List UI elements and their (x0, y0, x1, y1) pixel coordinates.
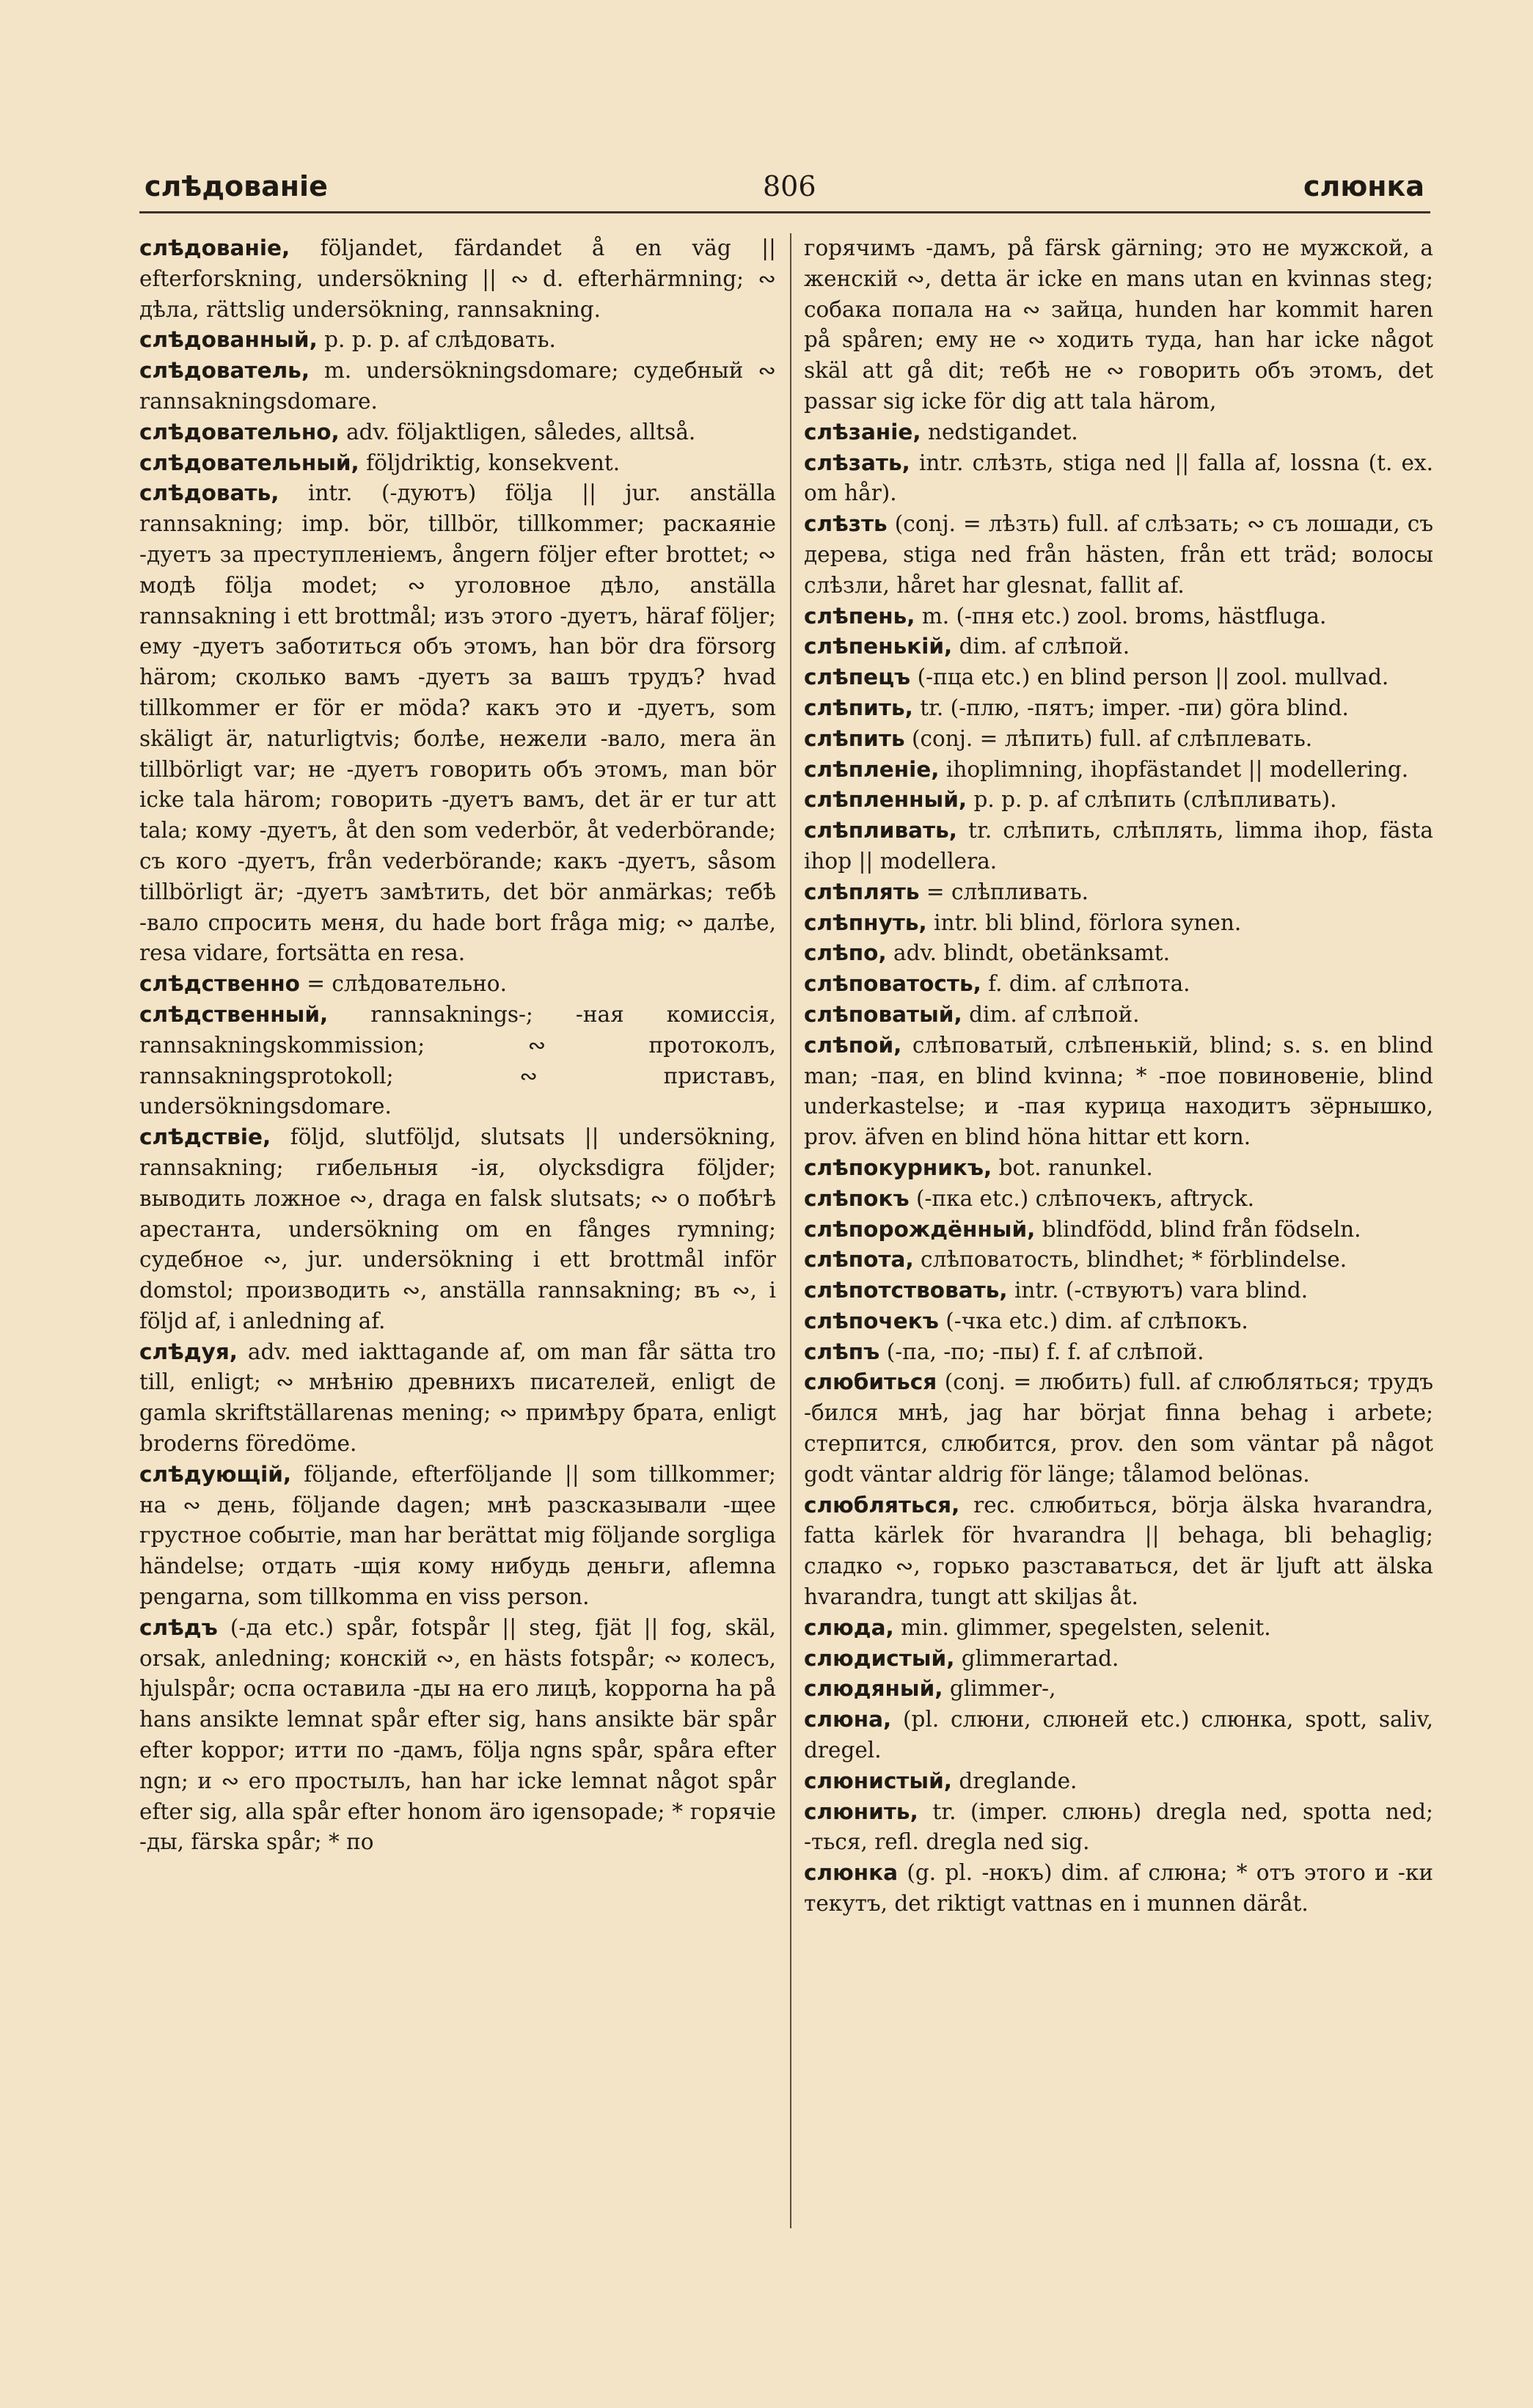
entry-definition: (conj. = лѣзть) full. af слѣзать; ∾ съ лошади, съ дерева, stiga ned från hästen, från ett träd; волосы слѣзли, håret har glesnat, fallit af. (804, 511, 1433, 598)
entry-headword: слѣпокъ (804, 1185, 910, 1211)
dictionary-entry (804, 1306, 1433, 1337)
dictionary-entry (804, 908, 1433, 939)
entry-headword: слѣпотствовать, (804, 1278, 1008, 1303)
entry-headword: слѣпо, (804, 940, 887, 966)
entry-definition: följd, slutföljd, slutsats || undersökning, rannsakning; гибельныя -ія, olycksdigra följder; выводить ложное ∾, draga en falsk slutsats; ∾ о побѣгѣ арестанта, undersökning om en fånges rymning; судебное ∾, jur. undersökning i ett brottmål inför domstol; производить ∾, anställa rannsakning; въ ∾, i följd af, i anledning af. (139, 1124, 776, 1333)
entry-headword: слюда, (804, 1614, 894, 1640)
entry-definition: tr. (-плю, -пятъ; imper. -пи) göra blind. (912, 695, 1349, 720)
entry-headword: слѣдованный, (139, 327, 318, 353)
entry-definition: p. p. p. af слѣдовать. (317, 327, 556, 353)
entry-headword: слѣдствіе, (139, 1124, 271, 1150)
entry-headword: слѣпочекъ (804, 1308, 939, 1333)
page-number: 806 (763, 170, 816, 202)
entry-definition: m. (-пня etc.) zool. broms, hästfluga. (915, 603, 1327, 629)
dictionary-entry (804, 1490, 1433, 1613)
dictionary-entry (804, 816, 1433, 877)
entry-headword: слѣдовательный, (139, 450, 359, 475)
dictionary-entry (804, 1337, 1433, 1368)
dictionary-entry (804, 969, 1433, 1000)
dictionary-entry (139, 1000, 776, 1122)
entry-headword: слюбиться (804, 1369, 937, 1395)
entry-headword: слѣдственно (139, 971, 300, 997)
entry-definition: min. glimmer, spegelsten, selenit. (893, 1614, 1271, 1640)
entry-definition: dreglande. (951, 1768, 1078, 1793)
column-divider (790, 233, 791, 2228)
dictionary-entry (139, 356, 776, 417)
entry-headword: слѣзаніе, (804, 419, 921, 444)
dictionary-entry (804, 601, 1433, 632)
entry-headword: слѣдователь, (139, 358, 310, 384)
entry-headword: слюдистый, (804, 1645, 955, 1671)
entry-headword: слѣпленіе, (804, 756, 940, 782)
entry-definition: intr. (-ствуютъ) vara blind. (1007, 1278, 1309, 1303)
dictionary-entry (804, 1367, 1433, 1490)
entry-definition: glimmerartad. (954, 1645, 1119, 1671)
entry-definition: (g. pl. -нокъ) dim. af слюна; * отъ этого и -ки текутъ, det riktigt vattnas en i munnen däråt. (804, 1860, 1433, 1917)
entry-definition: adv. blindt, obetänksamt. (886, 940, 1171, 966)
dictionary-entry (804, 1858, 1433, 1920)
dictionary-entry (804, 1215, 1433, 1245)
dictionary-entry (804, 1153, 1433, 1184)
entry-definition: rannsaknings-; -ная комиссія, rannsakningskommission; ∾ протоколъ, rannsakningsprotokoll; ∾ приставъ, undersökningsdomare. (139, 1001, 776, 1119)
entry-headword: слѣплять (804, 879, 920, 904)
dictionary-entry (804, 1000, 1433, 1031)
dictionary-entry (804, 1797, 1433, 1859)
entry-definition: m. undersökningsdomare; судебный ∾ rannsakningsdomare. (139, 358, 776, 414)
entry-headword: слюна, (804, 1707, 892, 1732)
dictionary-entry (804, 724, 1433, 755)
entry-headword: слѣпецъ (804, 665, 911, 690)
entry-definition: glimmer-, (943, 1676, 1056, 1702)
dictionary-entry (804, 1245, 1433, 1276)
dictionary-entry (804, 1276, 1433, 1306)
entry-definition: adv. följaktligen, således, alltså. (339, 419, 696, 444)
entry-headword: слѣзть (804, 511, 888, 537)
entry-headword: слѣповатый, (804, 1001, 962, 1027)
entry-definition: (conj. = лѣпить) full. af слѣплевать. (904, 725, 1313, 751)
entry-headword: слѣдующій, (139, 1461, 292, 1487)
dictionary-entry (804, 233, 1433, 417)
entry-definition: följandet, färdandet å en väg || efterforskning, undersökning || ∾ d. efterhärmning; ∾ дѣла, rättslig undersökning, rannsakning. (139, 235, 776, 322)
dictionary-entry (804, 1613, 1433, 1644)
entry-headword: слѣпорождённый, (804, 1216, 1036, 1242)
entry-headword: слѣдовательно, (139, 419, 340, 444)
entry-headword: слѣпень, (804, 603, 915, 629)
dictionary-entry (804, 1674, 1433, 1705)
entry-definition: (-чка etc.) dim. af слѣпокъ. (938, 1308, 1248, 1333)
entry-definition: (-пца etc.) en blind person || zool. mullvad. (910, 665, 1389, 690)
entry-definition: nedstigandet. (921, 419, 1078, 444)
dictionary-entry (139, 1613, 776, 1858)
entry-definition: слѣповатый, слѣпенькій, blind; s. s. en blind man; -пая, en blind kvinna; * -пое повиновеніе, blind underkastelse; и -пая курица находитъ зёрнышко, prov. äfven en blind höna hittar ett korn. (804, 1032, 1433, 1150)
entry-headword: слѣпенькій, (804, 634, 953, 659)
entry-definition: ihoplimning, ihopfästandet || modellering. (939, 756, 1409, 782)
entry-definition: (-па, -по; -пы) f. f. af слѣпой. (879, 1339, 1204, 1364)
dictionary-entry (139, 233, 776, 325)
dictionary-entry (804, 1644, 1433, 1675)
dictionary-entry (139, 448, 776, 479)
header-guide-word-left: слѣдованіе (144, 170, 328, 202)
dictionary-entry (139, 1337, 776, 1460)
dictionary-entry (804, 785, 1433, 816)
entry-definition: intr. слѣзть, stiga ned || falla af, lossna (t. ex. om hår). (804, 450, 1433, 506)
entry-definition: dim. af слѣпой. (962, 1001, 1140, 1027)
entry-definition: f. dim. af слѣпота. (981, 971, 1190, 997)
entry-definition: = слѣдовательно. (299, 971, 507, 997)
dictionary-entry (139, 417, 776, 448)
header-rule (139, 211, 1430, 213)
entry-definition: (-да etc.) spår, fotspår || steg, fjät || fog, skäl, orsak, anledning; конскій ∾, en hästs fotspår; ∾ колесъ, hjulspår; оспа оставила -ды на его лицѣ, kopporna ha på hans ansikte lemnat spår efter sig, hans ansikte bär spår efter koppor; итти по -дамъ, följa ngns spår, spåra efter ngn; и ∾ его простылъ, han har icke lemnat något spår efter sig, alla spår efter honom äro igensopade; * горячіе -ды, färska spår; * по (139, 1614, 776, 1855)
dictionary-entry (804, 1705, 1433, 1766)
entry-definition: (pl. слюни, слюней etc.) слюнка, spott, saliv, dregel. (804, 1707, 1433, 1763)
entry-headword: слѣпнуть, (804, 910, 927, 935)
dictionary-entry (139, 1122, 776, 1337)
entry-definition: слѣповатость, blindhet; * förblindelse. (913, 1247, 1347, 1273)
entry-definition: adv. med iakttagande af, om man får sätta tro till, enligt; ∾ мнѣнію древнихъ писателей, enligt de gamla skriftställarenas mening; ∾ примѣру брата, enligt broderns föredöme. (139, 1339, 776, 1457)
dictionary-entry (804, 1031, 1433, 1153)
entry-headword: слѣзать, (804, 450, 910, 475)
dictionary-entry (804, 417, 1433, 448)
dictionary-entry (804, 662, 1433, 693)
entry-definition: dim. af слѣпой. (952, 634, 1130, 659)
dictionary-entry (804, 877, 1433, 908)
entry-definition: intr. (-дуютъ) följa || jur. anställa rannsakning; imp. bör, tillbör, tillkommer; раскаяніе -дуетъ за преступленіемъ, ångern följer efter brottet; ∾ модѣ följa modet; ∾ уголовное дѣло, anställa rannsakning i ett brottmål; изъ этого -дуетъ, häraf följer; ему -дуетъ заботиться объ этомъ, han bör dra försorg härom; сколько вамъ -дуетъ за вашъ трудъ? hvad tillkommer er för er möda? какъ это и -дуетъ, som skäligt är, naturligtvis; болѣе, нежели -вало, mera än tillbörligt var; не -дуетъ говорить объ этомъ, man bör icke tala härom; говорить -дуетъ вамъ, det är er tur att tala; кому -дуетъ, åt den som vederbör, åt vederbörande; съ кого -дуетъ, från vederbörande; какъ -дуетъ, såsom tillbörligt är; -дуетъ замѣтить, det bör anmärkas; тебѣ -вало спросить меня, du hade bort fråga mig; ∾ далѣе, resa vidare, fortsätta en resa. (139, 480, 776, 966)
entry-headword: слѣповатость, (804, 971, 981, 997)
entry-headword: слѣпленный, (804, 787, 967, 813)
entry-definition: intr. bli blind, förlora synen. (926, 910, 1242, 935)
entry-definition: följande, efterföljande || som tillkommer; на ∾ день, följande dagen; мнѣ разсказывали -щее грустное событіе, man har berättat mig följande sorgliga händelse; отдать -щія кому нибудь деньги, aflemna pengarna, som tillkomma en viss person. (139, 1461, 776, 1610)
entry-headword: слюбляться, (804, 1492, 960, 1518)
entry-definition: (conj. = любить) full. af слюбляться; трудъ -бился мнѣ, jag har börjat finna behag i arbete; стерпится, слюбится, prov. den som väntar på något godt väntar aldrig för länge; tålamod belönas. (804, 1369, 1433, 1487)
dictionary-entry (804, 632, 1433, 662)
dictionary-entry (139, 325, 776, 356)
entry-headword: слѣпъ (804, 1339, 880, 1364)
entry-definition: blindfödd, blind från födseln. (1035, 1216, 1361, 1242)
dictionary-entry (139, 478, 776, 969)
entry-headword: слѣпливать, (804, 818, 957, 843)
dictionary-entry (804, 1766, 1433, 1797)
entry-headword: слѣпота, (804, 1247, 914, 1273)
entry-headword: слюнить, (804, 1798, 918, 1824)
entry-definition: bot. ranunkel. (992, 1154, 1153, 1180)
dictionary-entry (804, 448, 1433, 510)
entry-definition: (-пка etc.) слѣпочекъ, aftryck. (909, 1185, 1254, 1211)
entry-headword: слѣдованіе, (139, 235, 290, 260)
entry-definition: tr. слѣпить, слѣплять, limma ihop, fästa ihop || modellera. (804, 818, 1433, 874)
dictionary-entry (804, 1184, 1433, 1215)
entry-definition: = слѣпливать. (919, 879, 1089, 904)
left-column (139, 233, 776, 1858)
dictionary-entry (139, 969, 776, 1000)
entry-definition: följdriktig, konsekvent. (359, 450, 621, 475)
entry-headword: слѣдъ (139, 1614, 218, 1640)
entry-headword: слѣдственный, (139, 1001, 329, 1027)
dictionary-entry (139, 1460, 776, 1613)
entry-definition: tr. (imper. слюнь) dregla ned, spotta ned; -ться, refl. dregla ned sig. (804, 1798, 1433, 1855)
entry-definition: горячимъ -дамъ, på färsk gärning; это не мужской, а женскій ∾, detta är icke en mans utan en kvinnas steg; собака попала на ∾ зайца, hunden har kommit haren på spåren; ему не ∾ ходить туда, han har icke något skäl att gå dit; тебѣ не ∾ говорить объ этомъ, det passar sig icke för dig att tala härom, (804, 235, 1433, 414)
dictionary-entry (804, 938, 1433, 969)
entry-headword: слѣпить (804, 725, 905, 751)
entry-headword: слѣпокурникъ, (804, 1154, 992, 1180)
entry-headword: слюнка (804, 1860, 899, 1886)
dictionary-entry (804, 693, 1433, 724)
entry-headword: слюнистый, (804, 1768, 952, 1793)
header-guide-word-right: слюнка (1303, 170, 1424, 202)
entry-headword: слѣпить, (804, 695, 913, 720)
entry-definition: p. p. p. af слѣпить (слѣпливать). (967, 787, 1337, 813)
entry-headword: слюдяный, (804, 1676, 943, 1702)
entry-headword: слѣпой, (804, 1032, 902, 1058)
right-column (804, 233, 1433, 1920)
dictionary-entry (804, 755, 1433, 786)
dictionary-entry (804, 509, 1433, 601)
entry-headword: слѣдовать, (139, 480, 279, 506)
entry-headword: слѣдуя, (139, 1339, 238, 1364)
entry-definition: rec. слюбиться, börja älska hvarandra, fatta kärlek för hvarandra || behaga, bli behaglig; сладко ∾, горько разставаться, det är ljuft att älska hvarandra, tungt att skiljas åt. (804, 1492, 1433, 1610)
